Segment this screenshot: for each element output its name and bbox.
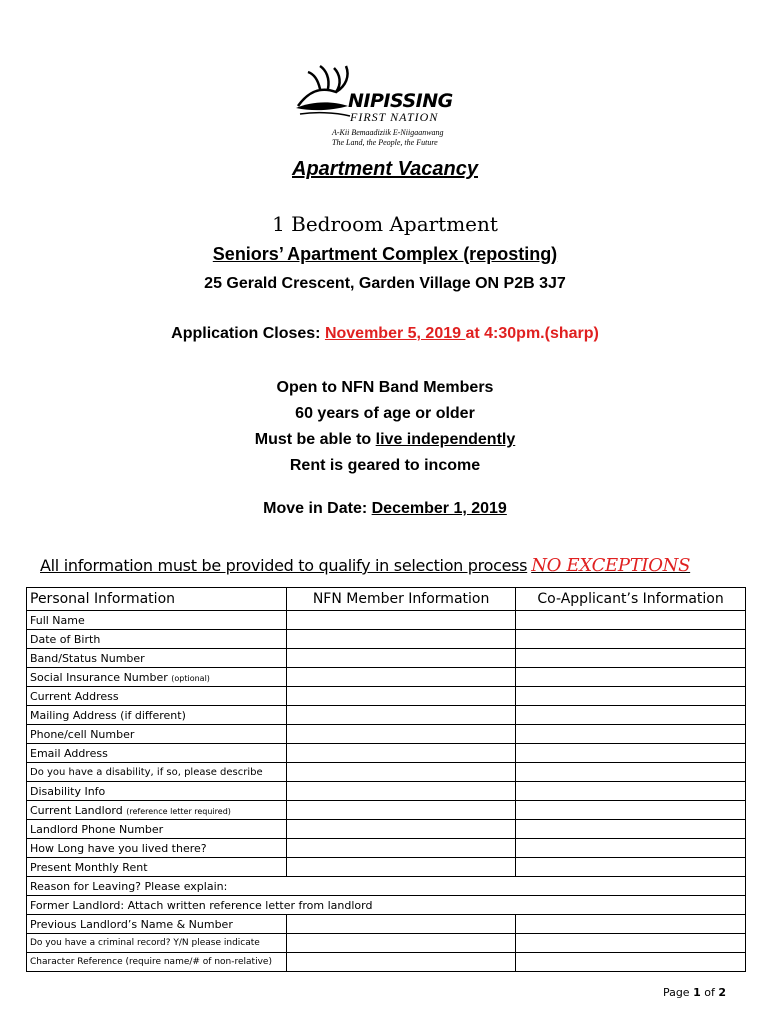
apartment-type: 1 Bedroom Apartment [272,212,498,236]
coapplicant-field[interactable] [516,630,746,649]
member-field[interactable] [287,763,516,782]
member-field[interactable] [287,915,516,934]
complex-address: 25 Gerald Crescent, Garden Village ON P2B 3J7 [204,275,566,292]
row-label: Landlord Phone Number [27,820,287,839]
member-field[interactable] [287,839,516,858]
reason-for-leaving-field[interactable]: Reason for Leaving? Please explain: [27,877,746,896]
coapplicant-field[interactable] [516,782,746,801]
row-note: (optional) [171,673,210,683]
table-row [27,934,746,953]
application-closes [0,325,770,343]
page-title: Apartment Vacancy [292,158,478,180]
coapplicant-field[interactable] [516,649,746,668]
member-field[interactable] [287,687,516,706]
coapplicant-field[interactable] [516,801,746,820]
table-row [27,858,746,877]
row-label: Phone/cell Number [27,725,287,744]
table-row [27,801,746,820]
closes-time: at 4:30pm.(sharp) [465,325,599,342]
former-landlord-field[interactable]: Former Landlord: Attach written reference letter from landlord [27,896,746,915]
row-label: Social Insurance Number (optional) [27,668,287,687]
page-number: Page 1 of 2 [662,986,726,999]
row-label: Do you have a criminal record? Y/N please indicate [27,934,287,953]
coapplicant-field[interactable] [516,934,746,953]
member-field[interactable] [287,782,516,801]
member-field[interactable] [287,801,516,820]
row-label: Current Landlord (reference letter required) [27,801,287,820]
coapplicant-field[interactable] [516,915,746,934]
coapplicant-field[interactable] [516,744,746,763]
table-row [27,649,746,668]
header-personal-info: Personal Information [27,588,287,611]
closes-date: November 5, 2019 [324,325,466,342]
row-label: Previous Landlord’s Name & Number [27,915,287,934]
application-form-table [26,587,746,972]
member-field[interactable] [287,934,516,953]
table-row [27,725,746,744]
table-row [27,820,746,839]
table-row [27,782,746,801]
row-label: Email Address [27,744,287,763]
coapplicant-field[interactable] [516,706,746,725]
table-row [27,839,746,858]
header-member-info: NFN Member Information [287,588,516,611]
member-field[interactable] [287,858,516,877]
logo-tagline-english: The Land, the People, the Future [332,138,438,147]
row-label: How Long have you lived there? [27,839,287,858]
row-label: Date of Birth [27,630,287,649]
coapplicant-field[interactable] [516,763,746,782]
table-row [27,915,746,934]
coapplicant-field[interactable] [516,953,746,972]
table-row [27,668,746,687]
logo-name: NIPISSING [348,90,453,112]
move-in-value: December 1, 2019 [371,500,507,517]
row-label: Present Monthly Rent [27,858,287,877]
eligibility-age: 60 years of age or older [295,405,475,422]
nipissing-logo [290,62,475,152]
table-row [27,953,746,972]
coapplicant-field[interactable] [516,820,746,839]
eligibility-rent: Rent is geared to income [289,457,481,474]
member-field[interactable] [287,706,516,725]
row-note: (reference letter required) [126,806,231,816]
coapplicant-field[interactable] [516,725,746,744]
row-label: Do you have a disability, if so, please describe [27,763,287,782]
member-field[interactable] [287,725,516,744]
table-span-row [27,896,746,915]
table-row [27,687,746,706]
table-span-row [27,877,746,896]
row-label: Disability Info [27,782,287,801]
move-in-label: Move in Date: [263,500,372,517]
header-coapplicant-info: Co-Applicant’s Information [516,588,746,611]
row-label: Mailing Address (if different) [27,706,287,725]
row-label: Full Name [27,611,287,630]
closes-label: Application Closes: [171,325,325,342]
member-field[interactable] [287,744,516,763]
row-label: Current Address [27,687,287,706]
member-field[interactable] [287,820,516,839]
complex-name: Seniors’ Apartment Complex (reposting) [212,244,558,264]
logo-nation: FIRST NATION [350,110,439,124]
table-row [27,706,746,725]
eligibility-band-members: Open to NFN Band Members [276,379,494,396]
move-in-date [0,500,770,518]
member-field[interactable] [287,668,516,687]
table-row [27,744,746,763]
table-row [27,630,746,649]
row-label: Band/Status Number [27,649,287,668]
coapplicant-field[interactable] [516,839,746,858]
coapplicant-field[interactable] [516,687,746,706]
independent-emphasis: live independently [375,431,516,448]
info-notice [40,555,690,576]
table-row [27,611,746,630]
member-field[interactable] [287,649,516,668]
row-label: Character Reference (require name/# of non-relative) [27,953,287,972]
member-field[interactable] [287,953,516,972]
notice-emphasis: NO EXCEPTIONS [531,555,691,576]
notice-text: All information must be provided to qualify in selection process [40,556,528,575]
coapplicant-field[interactable] [516,668,746,687]
table-row [27,763,746,782]
coapplicant-field[interactable] [516,858,746,877]
table-header-row [27,588,746,611]
member-field[interactable] [287,611,516,630]
coapplicant-field[interactable] [516,611,746,630]
member-field[interactable] [287,630,516,649]
logo-tagline-ojibwe: A-Kii Bemaadiziik E-Niigaanwang [332,128,444,137]
independent-prefix: Must be able to [254,431,376,448]
eligibility-independent [0,431,770,449]
